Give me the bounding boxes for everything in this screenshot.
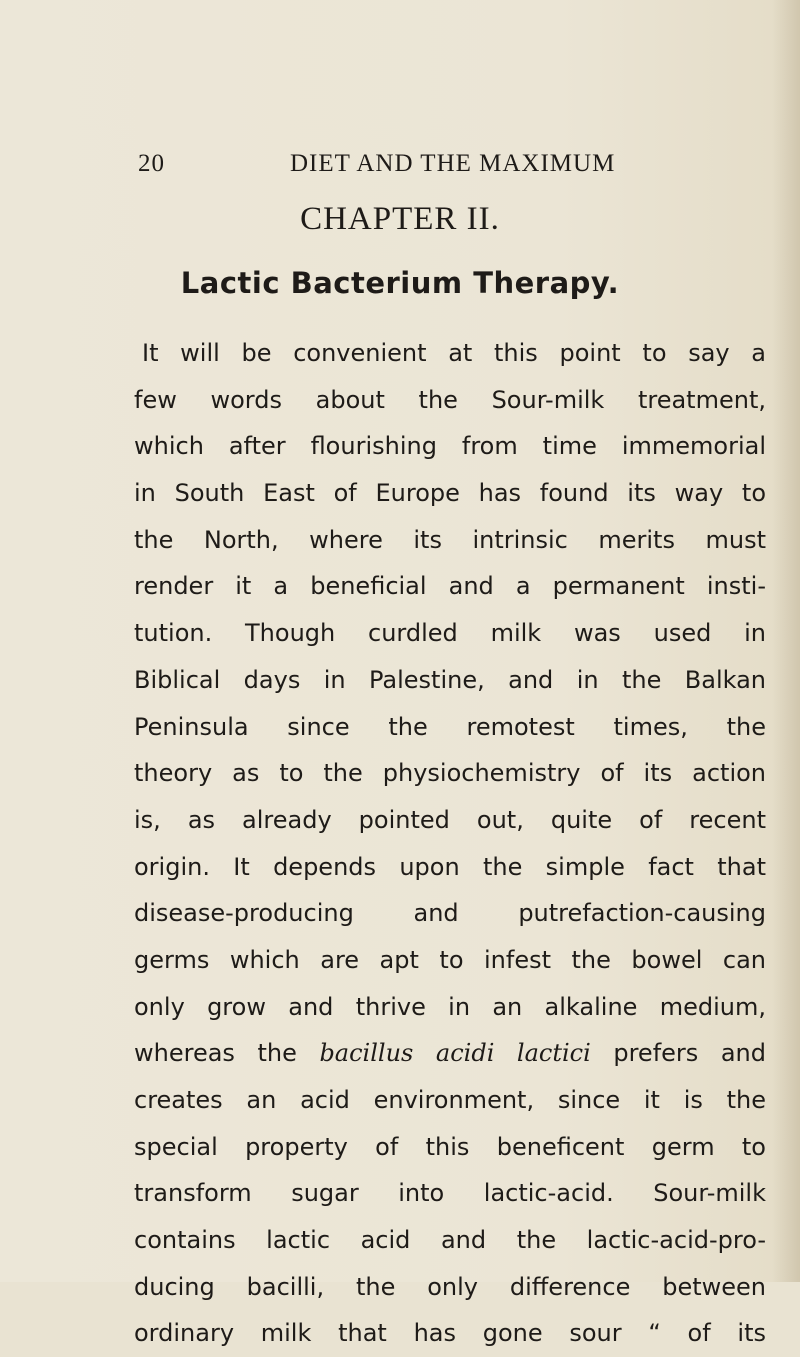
page-edge-shadow: [772, 0, 800, 1282]
text-line: germs which are apt to infest the bowel can: [134, 945, 766, 974]
text-line: only grow and thrive in an alkaline medium,: [134, 992, 766, 1021]
running-title: DIET AND THE MAXIMUM: [290, 150, 616, 177]
text-line: disease-producing and putrefaction-causing: [134, 899, 766, 928]
text-line: render it a beneficial and a permanent insti-: [134, 572, 766, 601]
chapter-heading: CHAPTER II.: [300, 201, 500, 237]
text-line: in South East of Europe has found its way to: [134, 479, 766, 508]
text-line: contains lactic acid and the lactic-acid-pro-: [134, 1226, 766, 1255]
text-line: special property of this beneficent germ to: [134, 1132, 766, 1161]
text-line: ducing bacilli, the only difference between: [134, 1272, 766, 1301]
text-segment: prefers and: [590, 1039, 766, 1068]
text-line: which after flourishing from time immemorial: [134, 432, 766, 461]
text-line: It will be convenient at this point to say a: [142, 339, 766, 367]
text-line: Peninsula since the remotest times, the: [134, 712, 766, 741]
text-line: origin. It depends upon the simple fact that: [134, 852, 766, 881]
text-line: tution. Though curdled milk was used in: [134, 619, 766, 648]
running-head: [138, 150, 758, 186]
body-text: [134, 330, 766, 1357]
text-line: theory as to the physiochemistry of its action: [134, 759, 766, 788]
text-line: few words about the Sour-milk treatment,: [134, 385, 766, 414]
page-number: 20: [138, 150, 165, 177]
text-line: Biblical days in Palestine, and in the Balkan: [134, 665, 766, 694]
text-line: the North, where its intrinsic merits must: [134, 525, 766, 554]
text-line: ordinary milk that has gone sour “ of its: [134, 1319, 766, 1348]
text-segment: whereas the: [134, 1039, 320, 1068]
text-line: [134, 1030, 766, 1077]
text-line: creates an acid environment, since it is the: [134, 1086, 766, 1114]
italic-term: bacillus acidi lactici: [319, 1039, 591, 1068]
text-line: is, as already pointed out, quite of recent: [134, 805, 766, 834]
section-title: Lactic Bacterium Therapy.: [180, 266, 620, 300]
text-line: transform sugar into lactic-acid. Sour-milk: [134, 1179, 766, 1208]
